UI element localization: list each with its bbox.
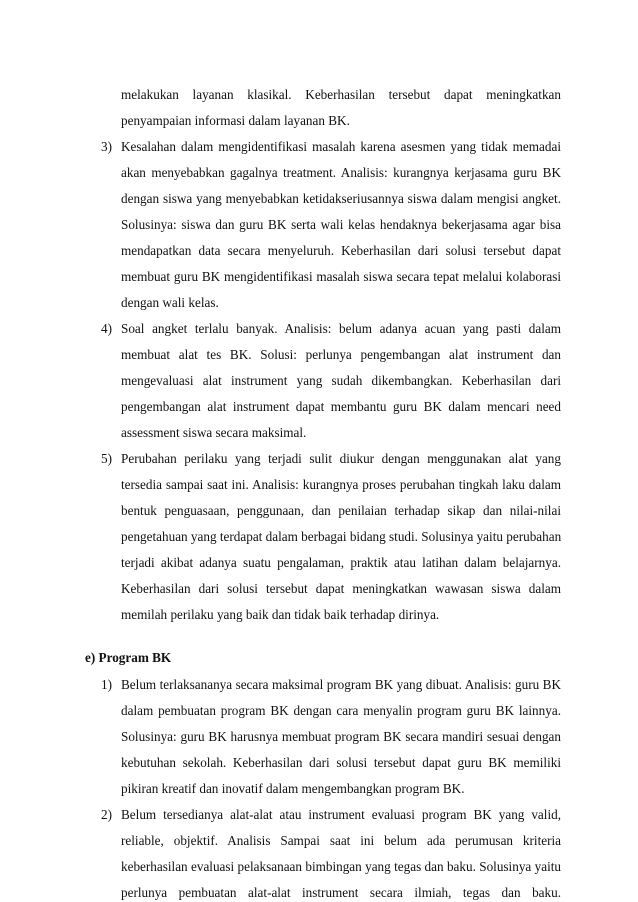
paragraph-line: melakukan layanan klasikal. Keberhasilan tersebut dapat meningkatkan	[121, 87, 561, 102]
list-item-line: membuat guru BK mengidentifikasi masalah siswa secara tepat melalui kolaborasi	[121, 269, 561, 284]
list-number: 3)	[101, 139, 112, 154]
list-number: 1)	[101, 677, 112, 692]
list-item-line: memilah perilaku yang baik dan tidak baik terhadap dirinya.	[121, 607, 440, 622]
list-item-line: keberhasilan evaluasi pelaksanaan bimbingan yang tegas dan baku. Solusinya yaitu	[121, 859, 561, 874]
list-item-line: bentuk penguasaan, penggunaan, dan penilaian terhadap sikap dan nilai-nilai	[121, 503, 561, 518]
list-item-line: dalam pembuatan program BK dengan cara menyalin program guru BK lainnya.	[121, 703, 561, 718]
list-item-line: Solusinya: guru BK harusnya membuat program BK secara mandiri sesuai dengan	[121, 729, 561, 744]
list-number: 5)	[101, 451, 112, 466]
list-item-line: akan menyebabkan gagalnya treatment. Analisis: kurangnya kerjasama guru BK	[121, 165, 561, 180]
list-number: 4)	[101, 321, 112, 336]
list-item-line: Soal angket terlalu banyak. Analisis: belum adanya acuan yang pasti dalam	[121, 321, 561, 336]
list-item-line: Belum tersedianya alat-alat atau instrument evaluasi program BK yang valid,	[121, 807, 561, 822]
list-item-line: dengan wali kelas.	[121, 295, 219, 310]
list-item-line: Keberhasilan dari solusi tersebut dapat meningkatkan wawasan siswa dalam	[121, 581, 561, 596]
list-item-line: pengembangan alat instrument dapat membantu guru BK dalam mencari need	[121, 399, 561, 414]
list-item-line: mendapatkan data secara menyeluruh. Keberhasilan dari solusi tersebut dapat	[121, 243, 561, 258]
list-item-line: tersedia sampai saat ini. Analisis: kurangnya proses perubahan tingkah laku dalam	[121, 477, 561, 492]
list-item-line: dengan siswa yang menyebabkan ketidakseriusannya siswa dalam mengisi angket.	[121, 191, 561, 206]
list-item-line: Perubahan perilaku yang terjadi sulit diukur dengan menggunakan alat yang	[121, 451, 561, 466]
list-item-line: Belum terlaksananya secara maksimal program BK yang dibuat. Analisis: guru BK	[121, 677, 561, 692]
list-item-line: mengevaluasi alat instrument yang sudah dikembangkan. Keberhasilan dari	[121, 373, 561, 388]
list-item-line: pengetahuan yang terdapat dalam berbagai bidang studi. Solusinya yaitu perubahan	[121, 529, 561, 544]
paragraph-line: penyampaian informasi dalam layanan BK.	[121, 113, 350, 128]
list-item-line: pikiran kreatif dan inovatif dalam mengembangkan program BK.	[121, 781, 465, 796]
list-item-line: kebutuhan sekolah. Keberhasilan dari solusi tersebut dapat guru BK memiliki	[121, 755, 561, 770]
list-item-line: perlunya pembuatan alat-alat instrument secara ilmiah, tegas dan baku.	[121, 885, 561, 900]
list-item-line: assessment siswa secara maksimal.	[121, 425, 307, 440]
list-number: 2)	[101, 807, 112, 822]
list-item-line: Solusinya: siswa dan guru BK serta wali kelas hendaknya bekerjasama agar bisa	[121, 217, 561, 232]
list-item-line: reliable, objektif. Analisis Sampai saat ini belum ada perumusan kriteria	[121, 833, 561, 848]
list-item-line: membuat alat tes BK. Solusi: perlunya pengembangan alat instrument dan	[121, 347, 561, 362]
list-item-line: Kesalahan dalam mengidentifikasi masalah karena asesmen yang tidak memadai	[121, 139, 561, 154]
section-heading: e) Program BK	[85, 650, 172, 665]
list-item-line: terjadi akibat adanya suatu pengalaman, praktik atau latihan dalam belajarnya.	[121, 555, 561, 570]
